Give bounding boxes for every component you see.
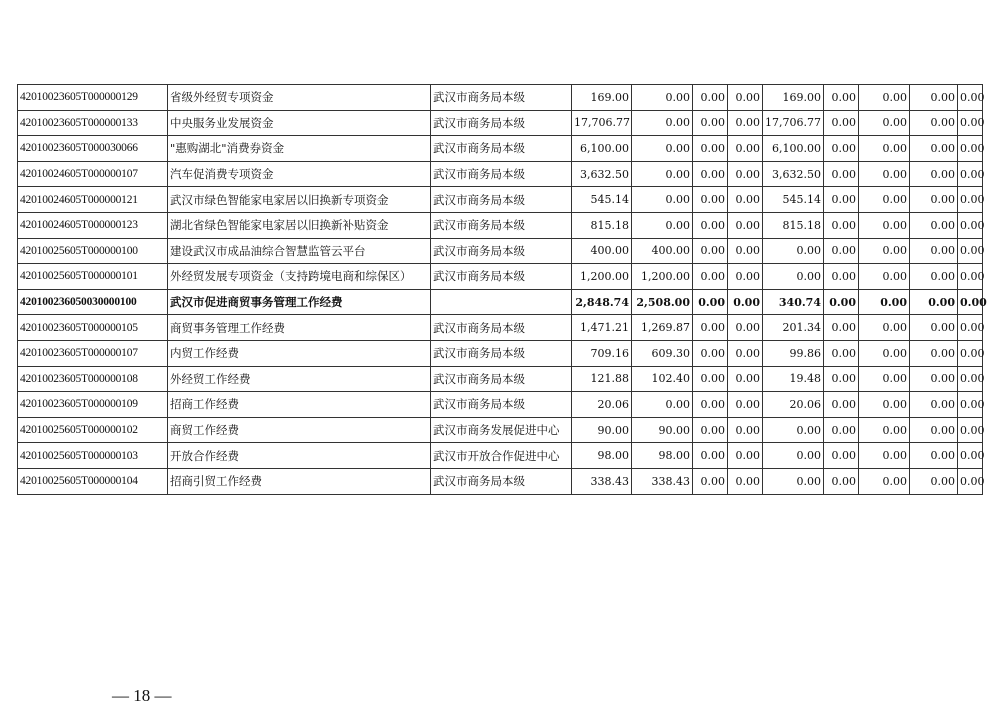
amount-cell: 0.00: [910, 392, 958, 418]
amount-cell: 0.00: [910, 340, 958, 366]
amount-cell: 2,508.00: [632, 289, 693, 315]
project-code-cell: 42010023605T000030066: [18, 136, 168, 162]
amount-cell: 20.06: [572, 392, 632, 418]
amount-cell: 0.00: [859, 366, 910, 392]
amount-cell: 0.00: [824, 161, 859, 187]
amount-cell: 0.00: [763, 417, 824, 443]
amount-cell: 17,706.77: [572, 110, 632, 136]
amount-cell: 0.00: [728, 340, 763, 366]
amount-cell: 0.00: [958, 289, 983, 315]
unit-name-cell: 武汉市商务局本级: [431, 238, 572, 264]
amount-cell: 0.00: [728, 289, 763, 315]
amount-cell: 0.00: [859, 212, 910, 238]
amount-cell: 0.00: [632, 161, 693, 187]
project-code-cell: 42010024605T000000123: [18, 212, 168, 238]
amount-cell: 98.00: [632, 443, 693, 469]
amount-cell: 0.00: [693, 417, 728, 443]
amount-cell: 169.00: [763, 85, 824, 111]
amount-cell: 0.00: [910, 264, 958, 290]
amount-cell: 0.00: [958, 212, 983, 238]
amount-cell: 3,632.50: [763, 161, 824, 187]
project-code-cell: 420100236050030000100: [18, 289, 168, 315]
amount-cell: 0.00: [910, 85, 958, 111]
amount-cell: 0.00: [859, 443, 910, 469]
unit-name-cell: 武汉市商务局本级: [431, 366, 572, 392]
project-code-cell: 42010024605T000000107: [18, 161, 168, 187]
unit-name-cell: 武汉市商务局本级: [431, 85, 572, 111]
project-name-cell: 湖北省绿色智能家电家居以旧换新补贴资金: [168, 212, 431, 238]
project-name-cell: 商贸事务管理工作经费: [168, 315, 431, 341]
amount-cell: 0.00: [728, 443, 763, 469]
amount-cell: 0.00: [824, 340, 859, 366]
amount-cell: 0.00: [859, 264, 910, 290]
table-row: [18, 238, 983, 264]
amount-cell: 201.34: [763, 315, 824, 341]
project-code-cell: 42010023605T000000129: [18, 85, 168, 111]
amount-cell: 0.00: [910, 187, 958, 213]
amount-cell: 0.00: [958, 161, 983, 187]
project-name-cell: 建设武汉市成品油综合智慧监管云平台: [168, 238, 431, 264]
unit-name-cell: 武汉市开放合作促进中心: [431, 443, 572, 469]
amount-cell: 0.00: [693, 315, 728, 341]
amount-cell: 0.00: [859, 392, 910, 418]
amount-cell: 1,269.87: [632, 315, 693, 341]
amount-cell: 0.00: [632, 136, 693, 162]
amount-cell: 0.00: [859, 417, 910, 443]
amount-cell: 709.16: [572, 340, 632, 366]
table-row: [18, 110, 983, 136]
project-name-cell: 省级外经贸专项资金: [168, 85, 431, 111]
project-name-cell: 外经贸发展专项资金（支持跨境电商和综保区）: [168, 264, 431, 290]
unit-name-cell: 武汉市商务局本级: [431, 264, 572, 290]
table-row: [18, 136, 983, 162]
amount-cell: 0.00: [693, 212, 728, 238]
amount-cell: 0.00: [763, 264, 824, 290]
amount-cell: 0.00: [632, 110, 693, 136]
amount-cell: 0.00: [958, 468, 983, 494]
table-row: [18, 392, 983, 418]
unit-name-cell: 武汉市商务局本级: [431, 110, 572, 136]
project-code-cell: 42010023605T000000107: [18, 340, 168, 366]
amount-cell: 102.40: [632, 366, 693, 392]
amount-cell: 0.00: [958, 85, 983, 111]
project-name-cell: 外经贸工作经费: [168, 366, 431, 392]
amount-cell: 0.00: [859, 289, 910, 315]
amount-cell: 2,848.74: [572, 289, 632, 315]
amount-cell: 169.00: [572, 85, 632, 111]
amount-cell: 0.00: [958, 315, 983, 341]
unit-name-cell: 武汉市商务局本级: [431, 161, 572, 187]
table-row: [18, 366, 983, 392]
amount-cell: 0.00: [824, 366, 859, 392]
amount-cell: 0.00: [824, 417, 859, 443]
amount-cell: 6,100.00: [763, 136, 824, 162]
project-code-cell: 42010024605T000000121: [18, 187, 168, 213]
amount-cell: 0.00: [824, 136, 859, 162]
amount-cell: 0.00: [958, 110, 983, 136]
amount-cell: 0.00: [693, 264, 728, 290]
amount-cell: 0.00: [632, 187, 693, 213]
unit-name-cell: [431, 289, 572, 315]
amount-cell: 0.00: [859, 187, 910, 213]
amount-cell: 0.00: [910, 212, 958, 238]
amount-cell: 0.00: [958, 443, 983, 469]
amount-cell: 0.00: [910, 161, 958, 187]
amount-cell: 0.00: [824, 264, 859, 290]
amount-cell: 0.00: [910, 417, 958, 443]
amount-cell: 0.00: [693, 289, 728, 315]
amount-cell: 400.00: [632, 238, 693, 264]
project-name-cell: 中央服务业发展资金: [168, 110, 431, 136]
amount-cell: 0.00: [728, 136, 763, 162]
amount-cell: 0.00: [824, 468, 859, 494]
amount-cell: 0.00: [693, 85, 728, 111]
amount-cell: 0.00: [632, 392, 693, 418]
amount-cell: 0.00: [958, 417, 983, 443]
amount-cell: 17,706.77: [763, 110, 824, 136]
project-code-cell: 42010025605T000000102: [18, 417, 168, 443]
table-row: [18, 161, 983, 187]
unit-name-cell: 武汉市商务局本级: [431, 187, 572, 213]
amount-cell: 0.00: [632, 212, 693, 238]
amount-cell: 0.00: [859, 110, 910, 136]
amount-cell: 0.00: [859, 315, 910, 341]
amount-cell: 0.00: [763, 238, 824, 264]
amount-cell: 98.00: [572, 443, 632, 469]
project-code-cell: 42010023605T000000109: [18, 392, 168, 418]
amount-cell: 338.43: [572, 468, 632, 494]
amount-cell: 0.00: [910, 136, 958, 162]
project-code-cell: 42010025605T000000104: [18, 468, 168, 494]
amount-cell: 0.00: [693, 392, 728, 418]
amount-cell: 0.00: [728, 468, 763, 494]
amount-cell: 0.00: [910, 238, 958, 264]
amount-cell: 0.00: [824, 315, 859, 341]
amount-cell: 545.14: [572, 187, 632, 213]
amount-cell: 815.18: [572, 212, 632, 238]
table-row: [18, 417, 983, 443]
project-code-cell: 42010025605T000000100: [18, 238, 168, 264]
unit-name-cell: 武汉市商务局本级: [431, 392, 572, 418]
project-code-cell: 42010023605T000000133: [18, 110, 168, 136]
project-name-cell: 武汉市促进商贸事务管理工作经费: [168, 289, 431, 315]
unit-name-cell: 武汉市商务局本级: [431, 315, 572, 341]
amount-cell: 0.00: [859, 161, 910, 187]
amount-cell: 0.00: [728, 161, 763, 187]
amount-cell: 6,100.00: [572, 136, 632, 162]
amount-cell: 0.00: [859, 136, 910, 162]
amount-cell: 0.00: [958, 136, 983, 162]
project-name-cell: "惠购湖北"消费券资金: [168, 136, 431, 162]
page-number: — 18 —: [112, 686, 172, 705]
amount-cell: 0.00: [693, 238, 728, 264]
amount-cell: 0.00: [763, 443, 824, 469]
unit-name-cell: 武汉市商务局本级: [431, 340, 572, 366]
amount-cell: 0.00: [859, 340, 910, 366]
amount-cell: 90.00: [632, 417, 693, 443]
amount-cell: 1,200.00: [632, 264, 693, 290]
project-code-cell: 42010025605T000000101: [18, 264, 168, 290]
project-code-cell: 42010025605T000000103: [18, 443, 168, 469]
amount-cell: 0.00: [958, 238, 983, 264]
amount-cell: 0.00: [728, 85, 763, 111]
amount-cell: 0.00: [728, 264, 763, 290]
amount-cell: 0.00: [824, 392, 859, 418]
table-body: [18, 85, 987, 495]
amount-cell: 0.00: [958, 392, 983, 418]
amount-cell: 0.00: [728, 110, 763, 136]
unit-name-cell: 武汉市商务局本级: [431, 136, 572, 162]
table-row: [18, 85, 983, 111]
amount-cell: 0.00: [693, 366, 728, 392]
table-row: [18, 443, 983, 469]
amount-cell: 0.00: [859, 238, 910, 264]
amount-cell: 0.00: [910, 443, 958, 469]
amount-cell: 0.00: [824, 238, 859, 264]
budget-table: [17, 84, 987, 495]
amount-cell: 99.86: [763, 340, 824, 366]
amount-cell: 1,471.21: [572, 315, 632, 341]
amount-cell: 0.00: [824, 212, 859, 238]
amount-cell: 19.48: [763, 366, 824, 392]
amount-cell: 0.00: [859, 85, 910, 111]
amount-cell: 609.30: [632, 340, 693, 366]
table-row: [18, 468, 983, 494]
amount-cell: 400.00: [572, 238, 632, 264]
amount-cell: 0.00: [632, 85, 693, 111]
amount-cell: 0.00: [693, 443, 728, 469]
amount-cell: 0.00: [824, 85, 859, 111]
amount-cell: 1,200.00: [572, 264, 632, 290]
project-name-cell: 商贸工作经费: [168, 417, 431, 443]
table-row: [18, 340, 983, 366]
unit-name-cell: 武汉市商务发展促进中心: [431, 417, 572, 443]
amount-cell: 0.00: [693, 161, 728, 187]
amount-cell: 0.00: [728, 392, 763, 418]
amount-cell: 0.00: [859, 468, 910, 494]
table-row: [18, 315, 983, 341]
amount-cell: 340.74: [763, 289, 824, 315]
amount-cell: 0.00: [824, 289, 859, 315]
table-row: [18, 212, 983, 238]
amount-cell: 0.00: [693, 468, 728, 494]
amount-cell: 0.00: [763, 468, 824, 494]
amount-cell: 0.00: [910, 366, 958, 392]
amount-cell: 0.00: [728, 238, 763, 264]
amount-cell: 0.00: [910, 315, 958, 341]
amount-cell: 0.00: [910, 468, 958, 494]
table-row: [18, 289, 983, 315]
project-code-cell: 42010023605T000000108: [18, 366, 168, 392]
project-name-cell: 武汉市绿色智能家电家居以旧换新专项资金: [168, 187, 431, 213]
amount-cell: 0.00: [693, 136, 728, 162]
project-name-cell: 招商工作经费: [168, 392, 431, 418]
amount-cell: 0.00: [728, 212, 763, 238]
amount-cell: 0.00: [958, 340, 983, 366]
amount-cell: 0.00: [728, 366, 763, 392]
amount-cell: 121.88: [572, 366, 632, 392]
amount-cell: 0.00: [693, 340, 728, 366]
amount-cell: 0.00: [958, 264, 983, 290]
amount-cell: 0.00: [958, 366, 983, 392]
project-name-cell: 开放合作经费: [168, 443, 431, 469]
amount-cell: 338.43: [632, 468, 693, 494]
table-row: [18, 264, 983, 290]
project-name-cell: 内贸工作经费: [168, 340, 431, 366]
amount-cell: 20.06: [763, 392, 824, 418]
amount-cell: 0.00: [910, 110, 958, 136]
amount-cell: 0.00: [958, 187, 983, 213]
unit-name-cell: 武汉市商务局本级: [431, 212, 572, 238]
amount-cell: 0.00: [824, 187, 859, 213]
amount-cell: 3,632.50: [572, 161, 632, 187]
amount-cell: 815.18: [763, 212, 824, 238]
amount-cell: 0.00: [728, 187, 763, 213]
amount-cell: 90.00: [572, 417, 632, 443]
amount-cell: 0.00: [693, 110, 728, 136]
amount-cell: 0.00: [910, 289, 958, 315]
unit-name-cell: 武汉市商务局本级: [431, 468, 572, 494]
project-name-cell: 汽车促消费专项资金: [168, 161, 431, 187]
amount-cell: 545.14: [763, 187, 824, 213]
project-name-cell: 招商引贸工作经费: [168, 468, 431, 494]
amount-cell: 0.00: [728, 417, 763, 443]
amount-cell: 0.00: [693, 187, 728, 213]
amount-cell: 0.00: [824, 110, 859, 136]
amount-cell: 0.00: [728, 315, 763, 341]
table-row: [18, 187, 983, 213]
amount-cell: 0.00: [824, 443, 859, 469]
project-code-cell: 42010023605T000000105: [18, 315, 168, 341]
